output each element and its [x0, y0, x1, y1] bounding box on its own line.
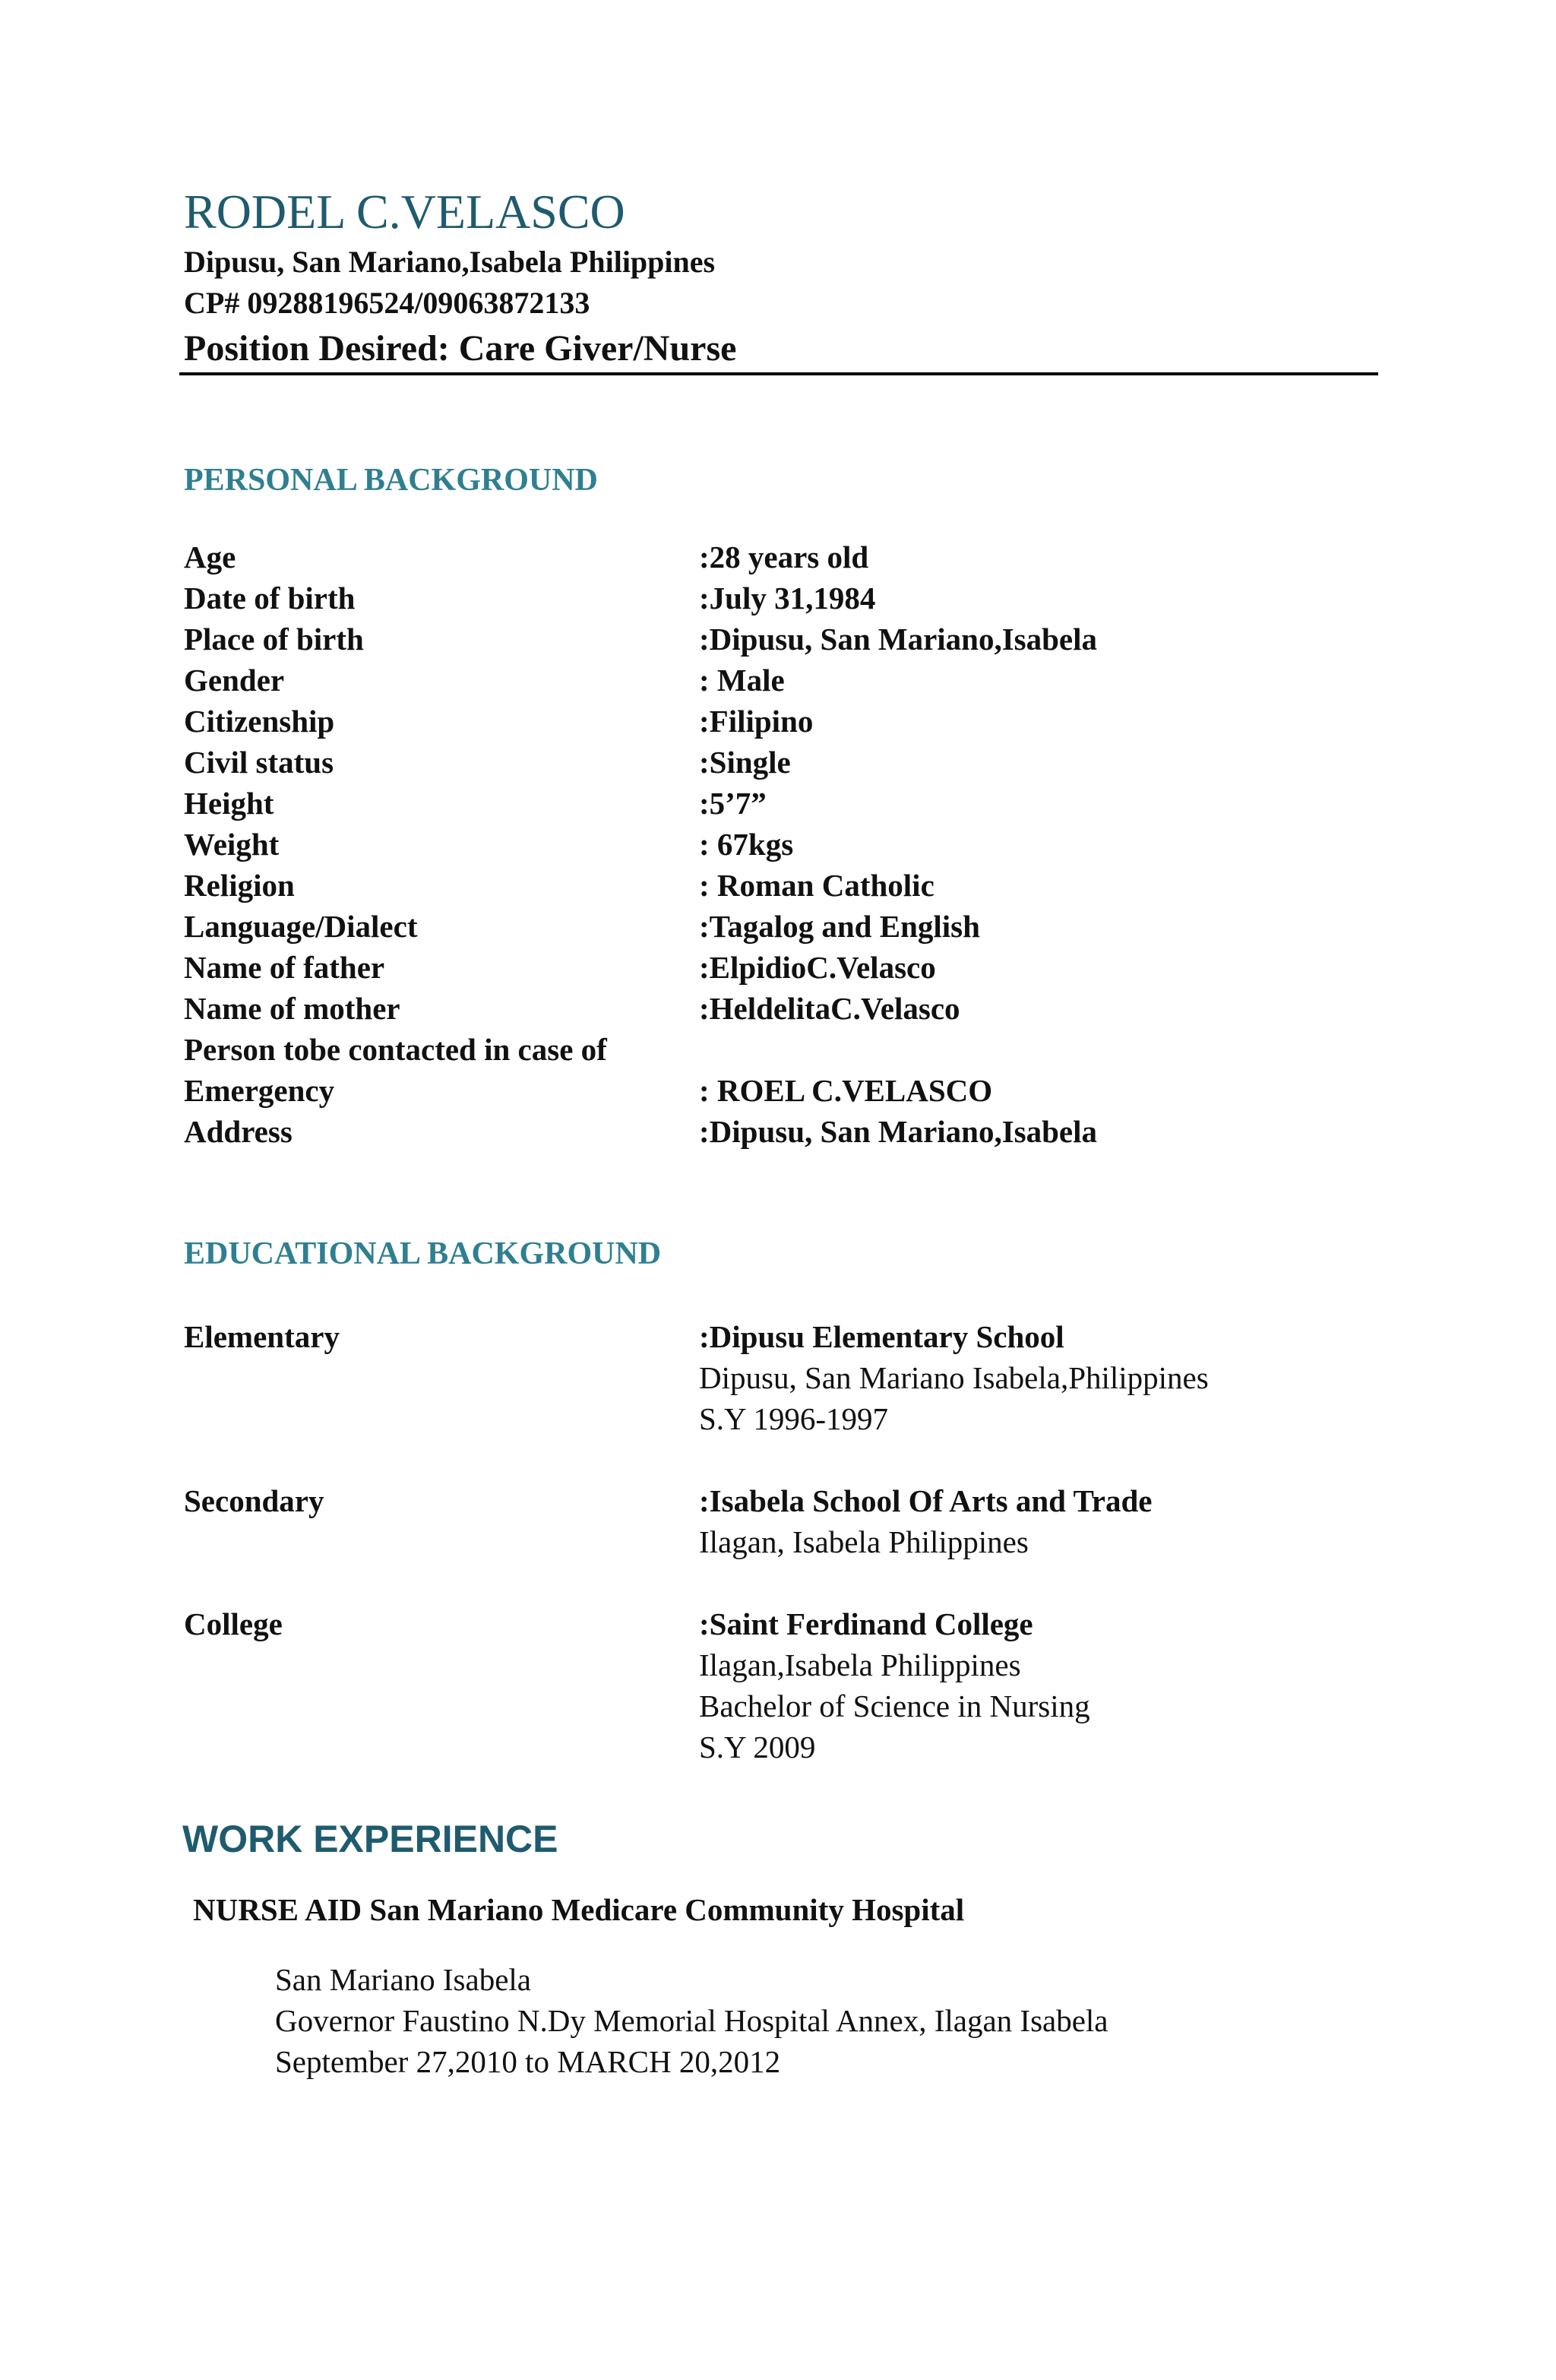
job-detail: Governor Faustino N.Dy Memorial Hospital Annex, Ilagan Isabela — [275, 2003, 1108, 2038]
personal-label: Name of father — [184, 950, 385, 985]
personal-row-religion — [184, 865, 1369, 906]
education-entry-elementary — [184, 1316, 1369, 1439]
personal-value: :HeldelitaC.Velasco — [699, 991, 960, 1026]
education-detail: Ilagan, Isabela Philippines — [699, 1524, 1029, 1559]
personal-value: : Roman Catholic — [699, 868, 935, 903]
educational-background-heading: EDUCATIONAL BACKGROUND — [184, 1236, 662, 1271]
personal-value: : ROEL C.VELASCO — [699, 1073, 993, 1108]
personal-label: Name of mother — [184, 991, 400, 1026]
education-school: :Dipusu Elementary School — [699, 1319, 1064, 1354]
personal-label: Language/Dialect — [184, 909, 418, 944]
position-desired: Position Desired: Care Giver/Nurse — [184, 328, 737, 369]
education-school: :Saint Ferdinand College — [699, 1606, 1033, 1641]
personal-value: : Male — [699, 663, 785, 698]
education-level: Elementary — [184, 1319, 340, 1354]
personal-background-heading: PERSONAL BACKGROUND — [184, 463, 598, 498]
personal-value: :28 years old — [699, 540, 869, 574]
personal-row-date-of-birth — [184, 578, 1369, 619]
personal-value: :Dipusu, San Mariano,Isabela — [699, 1114, 1098, 1149]
applicant-phone: CP# 09288196524/09063872133 — [184, 286, 590, 320]
education-entry-college — [184, 1603, 1369, 1768]
personal-label: Person tobe contacted in case of — [184, 1032, 607, 1067]
work-experience-heading: WORK EXPERIENCE — [182, 1818, 558, 1860]
personal-value: :July 31,1984 — [699, 581, 876, 616]
personal-label: Religion — [184, 868, 295, 903]
personal-value: :Tagalog and English — [699, 909, 980, 944]
personal-label: Civil status — [184, 745, 334, 780]
education-entry-secondary — [184, 1480, 1369, 1562]
education-level: Secondary — [184, 1483, 324, 1518]
personal-label: Gender — [184, 663, 285, 698]
personal-label: Emergency — [184, 1073, 335, 1108]
personal-label: Place of birth — [184, 622, 364, 657]
education-detail: S.Y 1996-1997 — [699, 1401, 889, 1436]
personal-value: :ElpidioC.Velasco — [699, 950, 936, 985]
education-detail: Bachelor of Science in Nursing — [699, 1688, 1090, 1723]
personal-row-civil-status — [184, 742, 1369, 783]
job-title: NURSE AID San Mariano Medicare Community Hospital — [193, 1892, 965, 1927]
personal-label: Address — [184, 1114, 293, 1149]
personal-row-place-of-birth — [184, 619, 1369, 660]
personal-value: :Filipino — [699, 704, 814, 739]
personal-value: :5’7” — [699, 786, 767, 821]
education-level: College — [184, 1606, 283, 1641]
personal-value: :Dipusu, San Mariano,Isabela — [699, 622, 1098, 657]
personal-value: :Single — [699, 745, 791, 780]
applicant-name: RODEL C.VELASCO — [184, 185, 625, 239]
personal-row-address — [184, 1111, 1369, 1152]
personal-row-father — [184, 947, 1369, 988]
personal-row-mother — [184, 988, 1369, 1029]
personal-label: Age — [184, 540, 236, 574]
personal-label: Weight — [184, 827, 280, 862]
personal-row-citizenship — [184, 701, 1369, 742]
personal-row-age — [184, 536, 1369, 578]
personal-row-language — [184, 906, 1369, 947]
education-school: :Isabela School Of Arts and Trade — [699, 1483, 1153, 1518]
personal-row-contact-person — [184, 1029, 1369, 1070]
applicant-address: Dipusu, San Mariano,Isabela Philippines — [184, 245, 716, 279]
job-detail: San Mariano Isabela — [275, 1962, 531, 1997]
education-detail: Ilagan,Isabela Philippines — [699, 1647, 1021, 1682]
personal-value: : 67kgs — [699, 827, 794, 862]
personal-row-emergency — [184, 1070, 1369, 1111]
personal-label: Height — [184, 786, 274, 821]
personal-row-height — [184, 783, 1369, 824]
education-detail: S.Y 2009 — [699, 1730, 816, 1764]
personal-label: Citizenship — [184, 704, 335, 739]
education-detail: Dipusu, San Mariano Isabela,Philippines — [699, 1360, 1209, 1395]
job-detail: September 27,2010 to MARCH 20,2012 — [275, 2044, 781, 2079]
header-divider — [179, 372, 1378, 375]
personal-row-gender — [184, 660, 1369, 701]
personal-row-weight — [184, 824, 1369, 865]
personal-label: Date of birth — [184, 581, 356, 616]
